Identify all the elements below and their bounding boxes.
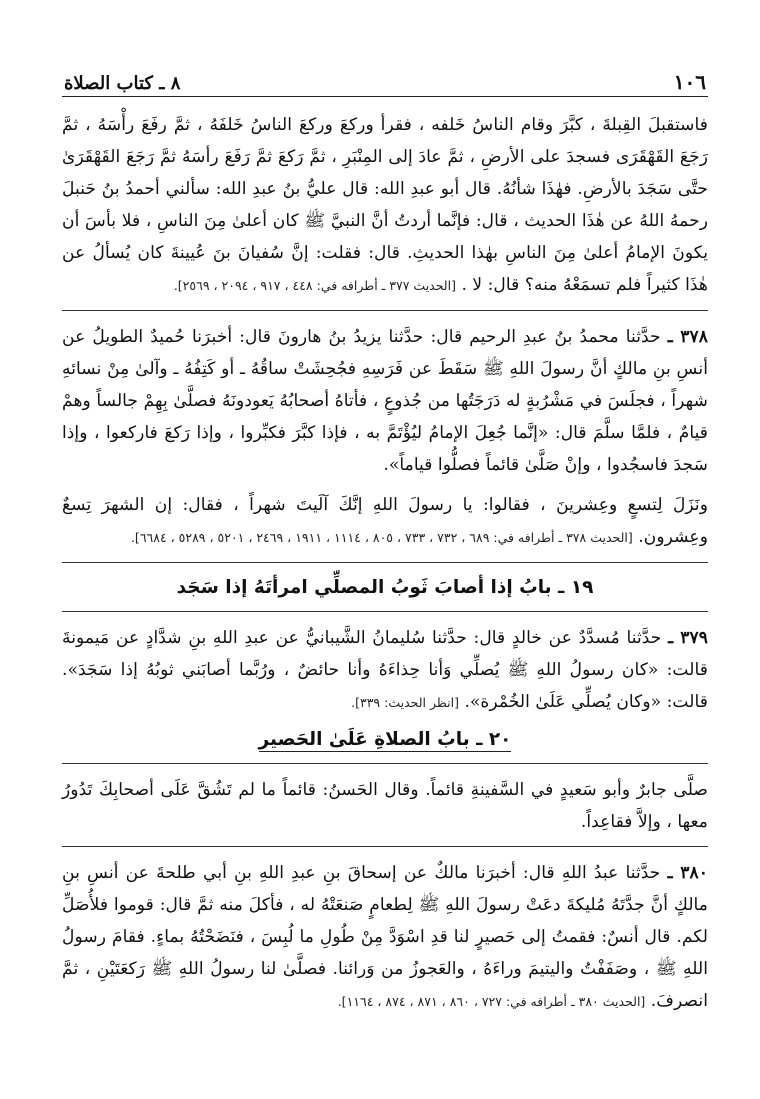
paragraph-text: ونَزَلَ لِتسعٍ وعِشرينَ ، فقالوا: يا رسولَ اللهِ إنَّكَ آلَيتَ شهراً ، فقال: إن الشهرَ تِسعٌ وعِشرون. <box>62 495 708 547</box>
chapter-title-20 <box>62 725 708 755</box>
hadith-380 <box>62 857 708 1018</box>
paragraph-text: حدَّثنا محمدُ بنُ عبدِ الرحيم قال: حدَّثنا يزيدُ بنُ هارونَ قال: أخبرَنا حُميدٌ الطويلُ عن أنسِ بنِ مالكٍ أنَّ رسولَ اللهِ ﷺ سَقَطَ عن فَرَسِهِ فجُحِشَتْ ساقُهُ ـ أو كَتِفُهُ ـ وآلىٰ مِنْ نسائهِ شهراً ، فجلَسَ في مَشْرُبةٍ له دَرَجَتُها من جُذوعٍ ، فأتاهُ أصحابُهُ يَعودونَهُ فصلَّىٰ بِهِمْ جالساً وهمْ قيامٌ ، فلمَّا سلَّمَ قال: «إنَّما جُعِلَ الإمامُ ليُؤْتَمَّ به ، فإذا كبَّرَ فكبِّروا ، وإذا رَكعَ فاركعوا ، وإذا سَجدَ فاسجُدوا ، وإنْ صَلَّىٰ قائماً فصلُّوا قياماً». <box>62 327 708 475</box>
chapter-title-19: ١٩ ـ بابُ إذا أصابَ ثَوبُ المصلِّي امرأتَهُ إذا سَجَد <box>176 577 594 598</box>
hadith-number: ٣٨٠ ـ <box>667 863 708 883</box>
divider <box>62 763 708 764</box>
hadith-number: ٣٧٩ ـ <box>668 628 708 648</box>
hadith-reference: [الحديث ٣٧٨ ـ أطرافه في: ٦٨٩ ، ٧٣٢ ، ٧٣٣ ، ٨٠٥ ، ١١١٤ ، ١٩١١ ، ٢٤٦٩ ، ٥٢٠١ ، ٥٢٨٩ ، ٦٦٨٤]. <box>130 530 633 545</box>
paragraph-text: فاستقبلَ القِبلةَ ، كبَّرَ وقام الناسُ خَلفه ، فقرأ وركعَ وركعَ الناسُ خَلفَهُ ، ثمَّ رفَعَ رأْسَهُ ، ثمَّ رَجَعَ القَهْقَرَى فسجدَ على الأرضِ ، ثمَّ عادَ إلى المِنْبَرِ ، ثمَّ رَكعَ ثمَّ رَفَعَ رأسَهُ ثمَّ رَجَعَ القَهْقَرَىٰ حتَّى سَجَدَ بالأرضِ. فهٰذَا شأنُهُ. قال أبو عبدِ الله: قال عليُّ بنُ عبدِ الله: سألني أحمدُ بنُ حَنبلَ رحمهُ اللهُ عن هٰذَا الحديث ، قال: فإنَّما أردتُ أنَّ النبيَّ ﷺ كان أعلىٰ مِنَ الناسِ ، فلا بأسَ أن يكونَ الإمامُ أعلىٰ مِنَ الناسِ بهٰذا الحديثِ. قال: فقلت: إنَّ سُفيانَ بنَ عُيينةَ كان يُسألُ عن هٰذَا كثيراً فلم تسمَعْهُ منه؟ قال: لا . <box>62 115 708 295</box>
hadith-number: ٣٧٨ ـ <box>667 327 708 347</box>
divider <box>62 846 708 847</box>
hadith-378 <box>62 321 708 481</box>
hadith-378-continuation <box>62 489 708 554</box>
paragraph-text: صلَّى جابرٌ وأبو سَعيدٍ في السَّفينةِ قائماً. وقال الحَسنُ: قائماً ما لم تَشُقَّ عَلَى أصحابِكَ تَدُورُ معها ، وإلاَّ فقاعِداً. <box>62 780 708 832</box>
paragraph-text: حدَّثنا مُسدَّدٌ عن خالدٍ قال: حدَّثنا سُليمانُ الشَّيبانيُّ عن عبدِ اللهِ بنِ شدَّادٍ عن مَيمونةَ قالت: «كان رسولُ اللهِ ﷺ يُصلِّي وَأنا حِذاءَهُ وأنا حائضٌ ، ورُبَّما أصابَني ثوبُهُ إذا سَجَدَ». قالت: «وكان يُصلِّي عَلَىٰ الخُمْرة». <box>62 628 708 712</box>
book-title: ٨ ـ كتاب الصلاة <box>64 73 181 94</box>
divider <box>62 310 708 311</box>
page-header <box>62 58 708 97</box>
hadith-reference: [انظر الحديث: ٣٣٩]. <box>351 695 459 710</box>
chapter-title-text: ٢٠ ـ بابُ الصلاةِ عَلَىٰ الحَصير <box>258 729 512 750</box>
divider <box>62 562 708 563</box>
chapter-20-intro <box>62 774 708 838</box>
hadith-377-continuation <box>62 109 708 302</box>
hadith-reference: [الحديث ٣٨٠ ـ أطرافه في: ٧٢٧ ، ٨٦٠ ، ٨٧١ ، ٨٧٤ ، ١١٦٤]. <box>337 994 646 1009</box>
page-number: ١٠٦ <box>673 70 706 94</box>
page-content <box>62 109 708 1018</box>
paragraph-text: حدَّثنا عبدُ اللهِ قال: أخبرَنا مالكٌ عن إسحاقَ بنِ عبدِ اللهِ بنِ أبي طلحةَ عن أنسِ بنِ مالكٍ أنَّ جدَّتَهُ مُليكةَ دعَتْ رسولَ اللهِ ﷺ لِطعامٍ صَنعَتْهُ له ، فأكلَ منه ثمَّ قال: قوموا فلأُصَلِّ لكم. قال أنسٌ: فقمتُ إلى حَصيرٍ لنا قدِ اسْوَدَّ مِنْ طُولِ ما لُبِسَ ، فنَضَحْتُهُ بماءٍ. فقامَ رسولُ اللهِ ﷺ ، وصَفَفْتُ واليتيمَ وراءَهُ ، والعَجوزُ من وَرائنا. فصلَّىٰ لنا رسولُ اللهِ ﷺ رَكعَتَيْنِ ، ثمَّ انصرفَ. <box>62 863 708 1011</box>
page <box>62 58 708 1018</box>
hadith-379 <box>62 622 708 719</box>
hadith-reference: [الحديث ٣٧٧ ـ أطرافه في: ٤٤٨ ، ٩١٧ ، ٢٠٩٤ ، ٢٥٦٩]. <box>173 278 456 293</box>
divider <box>62 611 708 612</box>
